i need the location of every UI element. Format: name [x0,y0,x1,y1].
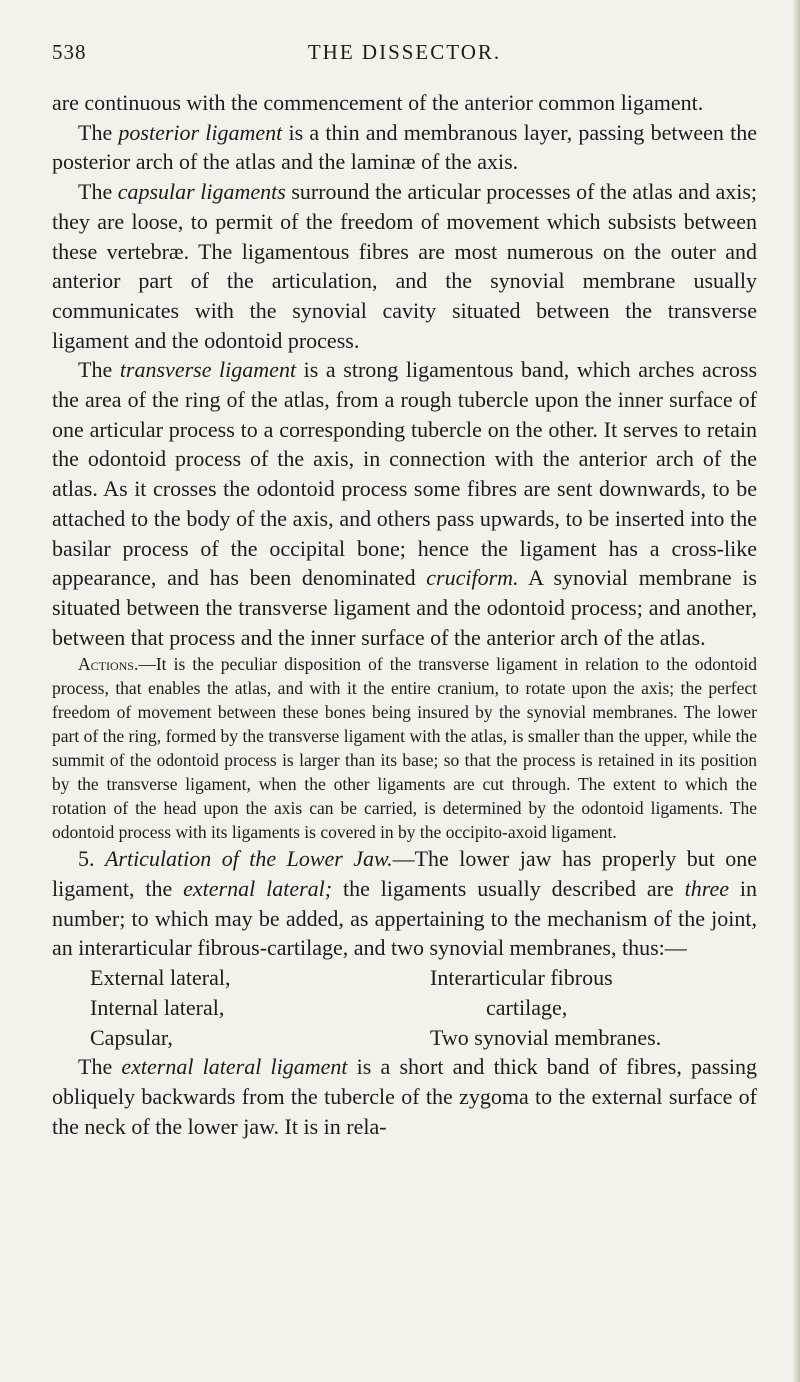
paragraph-continuation: are continuous with the commencement of the anterior common ligament. [52,90,704,115]
paragraph-external-lateral-ligament [52,1052,757,1141]
text-span: surround the articular processes of the atlas and axis; they are loose, to permit of the freedom of movement which subsists between these vertebræ. The ligamentous fibres are most numerous on the outer and anterior part of the articulation, and the synovial membrane usually communicates with the synovial cavity situated between the transverse ligament and the odontoid process. [52,179,758,353]
list-item: Interarticular fibrous [430,965,613,991]
text-span: in number; to which may be added, as appertaining to the mechanism of the joint, an interarticular fibrous-cartilage, and two synovial membranes, thus:— [52,876,757,961]
term-external-lateral-ligament: external lateral ligament [121,1054,348,1080]
section-number: 5. [78,846,105,872]
paragraph-actions [52,652,757,844]
text-span: is a short and thick band of fibres, passing obliquely backwards from the tubercle of the zygoma to the external surface of the neck of the lower jaw. It is in rela- [52,1054,758,1139]
ligament-list [52,963,757,1052]
section-heading-lower-jaw: Articulation of the Lower Jaw. [104,846,393,872]
paragraph-transverse-ligament [52,355,757,652]
text-span: A synovial membrane is situated between the transverse ligament and the odontoid process; and another, between that process and the inner surface of the anterior arch of the atlas. [52,565,757,650]
term-three: three [684,876,729,902]
list-item: Two synovial membranes. [430,1024,662,1050]
list-item: cartilage, [486,994,568,1020]
paragraph-posterior-ligament [52,118,757,177]
term-transverse-ligament: transverse ligament [119,357,297,383]
term-cruciform: cruciform. [426,565,519,591]
paragraph-capsular-ligaments [52,177,757,355]
page-number: 538 [52,40,87,64]
text-span: The [78,1054,122,1080]
term-capsular-ligaments: capsular ligaments [117,179,286,205]
term-posterior-ligament: posterior ligament [118,119,283,145]
text-span: —The lower jaw has properly but one ligament, the [52,846,758,902]
list-item: Internal lateral, [90,994,225,1020]
term-external-lateral: external lateral; [183,876,333,902]
running-title: THE DISSECTOR. [307,40,502,64]
page-edge-shadow [792,0,800,1382]
ligament-list-right [430,963,757,1052]
ligament-list-left [52,963,430,1052]
actions-label: Actions. [78,654,139,675]
text-span: is a thin and membranous layer, passing between the posterior arch of the atlas and the laminæ of the axis. [52,119,758,175]
text-span: The [78,357,120,383]
page-body [52,88,757,1141]
text-span: The [78,179,118,205]
book-page [52,40,757,1141]
list-item: External lateral, [90,965,231,991]
text-span: The [78,119,119,145]
actions-text: —It is the peculiar disposition of the transverse ligament in relation to the odontoid process, that enables the atlas, and with it the entire cranium, to rotate upon the axis; the perfect freedom of movement between these bones being insured by the synovial membranes. The lower part of the ring, formed by the transverse ligament with the atlas, is smaller than the upper, while the summit of the odontoid process is larger than its base; so that the process is retained in its position by the transverse ligament, when the other ligaments are cut through. The extent to which the rotation of the head upon the axis can be carried, is determined by the odontoid ligaments. The odontoid process with its ligaments is covered in by the occipito-axoid ligament. [52,654,757,843]
text-span: the ligaments usually described are [332,876,685,902]
text-span: is a strong ligamentous band, which arches across the area of the ring of the atlas, from a rough tubercle upon the inner surface of one articular process to a corresponding tubercle on the other. It serves to retain the odontoid process of the axis, in connection with the anterior arch of the atlas. As it crosses the odontoid process some fibres are sent downwards, to be attached to the body of the axis, and others pass upwards, to be inserted into the basilar process of the occipital bone; hence the ligament has a cross-like appearance, and has been denominated [52,357,758,591]
list-item: Capsular, [90,1024,173,1050]
page-header [52,40,757,74]
paragraph-lower-jaw [52,844,757,963]
